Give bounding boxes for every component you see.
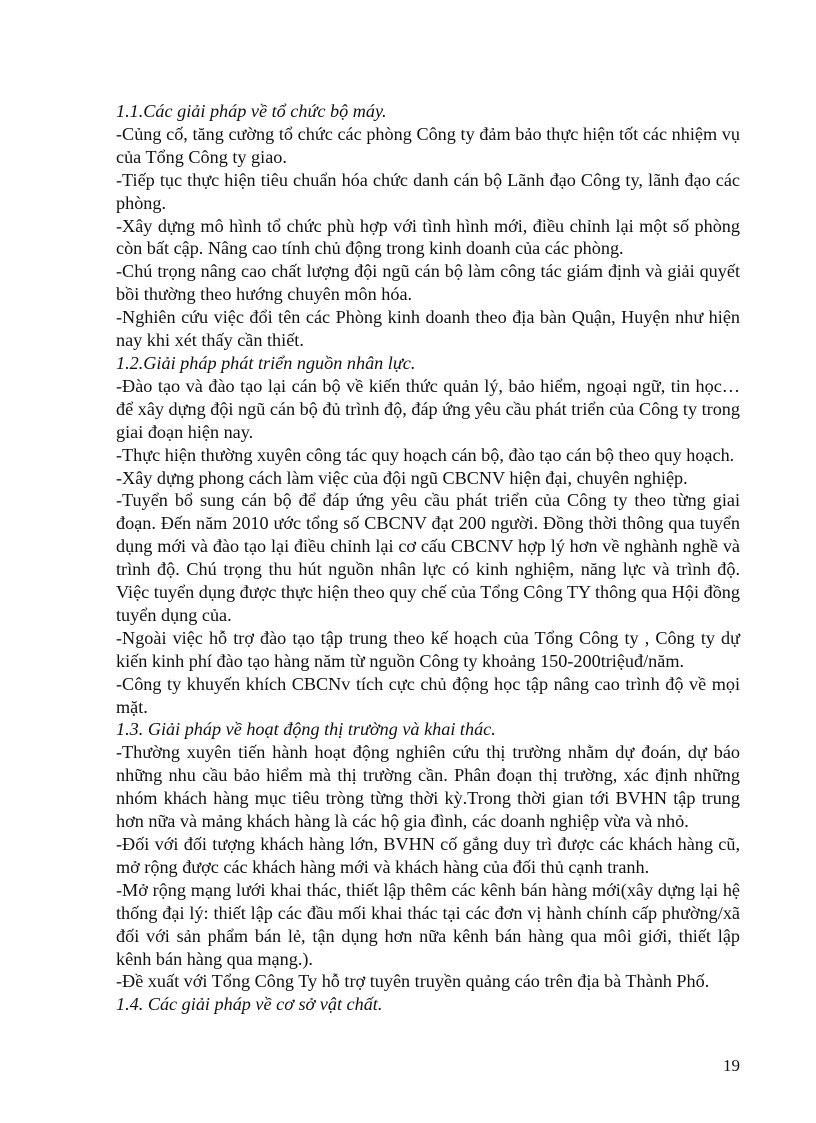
paragraph: -Ngoài việc hỗ trợ đào tạo tập trung theo kế hoạch của Tổng Công ty , Công ty dự kiến kinh phí đào tạo hàng năm từ nguồn Công ty khoảng 150-200triệuđ/năm.: [116, 627, 740, 671]
paragraph: -Chú trọng nâng cao chất lượng đội ngũ cán bộ làm công tác giám định và giải quyết bồi thường theo hướng chuyên môn hóa.: [116, 261, 740, 305]
section-heading-1-2: 1.2.Giải pháp phát triển nguồn nhân lực.: [116, 352, 416, 373]
paragraph: -Nghiên cứu việc đổi tên các Phòng kinh doanh theo địa bàn Quận, Huyện như hiện nay khi xét thấy cần thiết.: [116, 307, 740, 351]
document-body: [116, 100, 740, 1016]
paragraph: -Đề xuất với Tổng Công Ty hỗ trợ tuyên truyền quảng cáo trên địa bà Thành Phố.: [116, 971, 710, 992]
paragraph: -Công ty khuyến khích CBCNv tích cực chủ động học tập nâng cao trình độ về mọi mặt.: [116, 673, 740, 717]
section-heading-1-1: 1.1.Các giải pháp về tổ chức bộ máy.: [116, 101, 387, 121]
paragraph: -Thực hiện thường xuyên công tác quy hoạch cán bộ, đào tạo cán bộ theo quy hoạch.: [116, 444, 735, 465]
paragraph: -Mở rộng mạng lưới khai thác, thiết lập thêm các kênh bán hàng mới(xây dựng lại hệ thống đại lý: thiết lập các đầu mối khai thác tại các đơn vị hành chính cấp phường/xã đối với sản phẩm bán lẻ, tận dụng hơn nữa kênh bán hàng qua môi giới, thiết lập kênh bán hàng qua mạng.).: [116, 879, 740, 969]
paragraph: -Xây dựng phong cách làm việc của đội ngũ CBCNV hiện đại, chuyên nghiệp.: [116, 467, 688, 488]
paragraph: -Thường xuyên tiến hành hoạt động nghiên cứu thị trường nhằm dự đoán, dự báo những nhu cầu bảo hiểm mà thị trường cần. Phân đoạn thị trường, xác định những nhóm khách hàng mục tiêu tròng từng thời kỳ.Trong thời gian tới BVHN tập trung hơn nữa và mảng khách hàng là các hộ gia đình, các doanh nghiệp vừa và nhỏ.: [116, 742, 740, 832]
paragraph: -Tiếp tục thực hiện tiêu chuẩn hóa chức danh cán bộ Lãnh đạo Công ty, lãnh đạo các phòng.: [116, 169, 740, 213]
paragraph: -Xây dựng mô hình tổ chức phù hợp với tình hình mới, điều chỉnh lại một số phòng còn bất cập. Nâng cao tính chủ động trong kinh doanh của các phòng.: [116, 215, 740, 259]
section-heading-1-4: 1.4. Các giải pháp về cơ sở vật chất.: [116, 994, 383, 1015]
paragraph: -Tuyển bổ sung cán bộ để đáp ứng yêu cầu phát triển của Công ty theo từng giai đoạn. Đến năm 2010 ước tổng số CBCNV đạt 200 người. Đồng thời thông qua tuyển dụng mới và đào tạo lại điều chỉnh lại cơ cấu CBCNV hợp lý hơn về nghành nghề và trình độ. Chú trọng thu hút nguồn nhân lực có kinh nghiệm, năng lực và trình độ. Việc tuyển dụng được thực hiện theo quy chế của Tổng Công TY thông qua Hội đồng tuyển dụng của.: [116, 490, 740, 625]
paragraph: -Đào tạo và đào tạo lại cán bộ về kiến thức quản lý, bảo hiểm, ngoại ngữ, tin học… để xây dựng đội ngũ cán bộ đủ trình độ, đáp ứng yêu cầu phát triển của Công ty trong giai đoạn hiện nay.: [116, 375, 740, 442]
paragraph: -Đối với đối tượng khách hàng lớn, BVHN cố gắng duy trì được các khách hàng cũ, mở rộng được các khách hàng mới và khách hàng của đối thủ cạnh tranh.: [116, 834, 740, 877]
paragraph: -Củng cố, tăng cường tổ chức các phòng Công ty đảm bảo thực hiện tốt các nhiệm vụ của Tổng Công ty giao.: [116, 123, 740, 167]
page-number: 19: [723, 1056, 740, 1075]
section-heading-1-3: 1.3. Giải pháp về hoạt động thị trường và khai thác.: [116, 719, 496, 740]
